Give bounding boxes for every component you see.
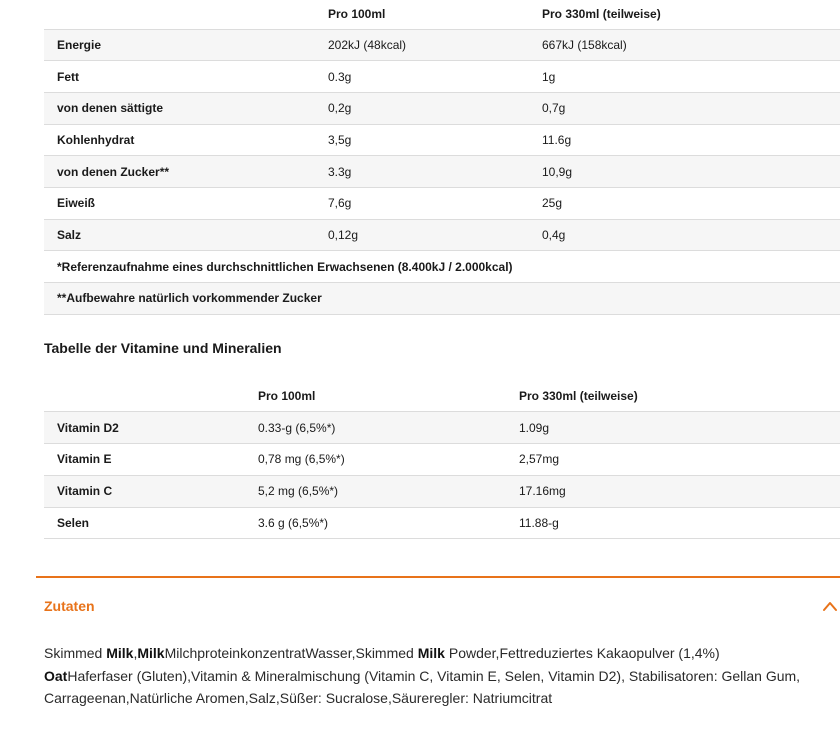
ingredient-segment: MilchproteinkonzentratWasser,Skimmed — [164, 645, 418, 661]
vitamins-header-per100: Pro 100ml — [258, 380, 519, 412]
vitamin-label: Vitamin E — [44, 444, 258, 476]
vitamins-header-row — [44, 380, 840, 412]
nutrient-per330: 1g — [542, 61, 840, 93]
nutrient-per330: 667kJ (158kcal) — [542, 29, 840, 61]
nutrient-label: Salz — [44, 219, 328, 251]
nutrient-per330: 25g — [542, 187, 840, 219]
nutrition-header-empty — [44, 0, 328, 29]
vitamin-label: Vitamin D2 — [44, 412, 258, 444]
nutrient-per330: 0,7g — [542, 92, 840, 124]
nutrition-note-row — [44, 283, 840, 315]
vitamin-per330: 11.88-g — [519, 507, 840, 539]
nutrient-per330: 0,4g — [542, 219, 840, 251]
ingredient-allergen: Oat — [44, 667, 68, 684]
nutrient-per100: 7,6g — [328, 187, 542, 219]
nutrition-table — [44, 0, 840, 315]
nutrient-label: Fett — [44, 61, 328, 93]
nutrition-row — [44, 156, 840, 188]
ingredient-segment: Powder,Fettreduziertes Kakaopulver (1,4%) — [444, 645, 720, 661]
vitamins-title: Tabelle der Vitamine und Mineralien — [44, 340, 282, 356]
vitamin-per100: 3.6 g (6,5%*) — [258, 507, 519, 539]
vitamins-header-per330: Pro 330ml (teilweise) — [519, 380, 840, 412]
nutrient-label: von denen sättigte — [44, 92, 328, 124]
nutrient-label: Eiweiß — [44, 187, 328, 219]
nutrition-header-per330: Pro 330ml (teilweise) — [542, 0, 840, 29]
vitamins-header-empty — [44, 380, 258, 412]
nutrient-label: Energie — [44, 29, 328, 61]
chevron-up-icon[interactable] — [822, 600, 838, 612]
section-divider — [36, 576, 840, 578]
nutrition-row — [44, 124, 840, 156]
vitamin-per330: 1.09g — [519, 412, 840, 444]
vitamin-label: Vitamin C — [44, 475, 258, 507]
reference-intake-note: *Referenzaufnahme eines durchschnittlichen Erwachsenen (8.400kJ / 2.000kcal) — [44, 251, 840, 283]
sugar-note: **Aufbewahre natürlich vorkommender Zucker — [44, 283, 840, 315]
nutrition-row — [44, 187, 840, 219]
nutrient-label: von denen Zucker** — [44, 156, 328, 188]
nutrition-header-per100: Pro 100ml — [328, 0, 542, 29]
zutaten-title: Zutaten — [44, 598, 95, 614]
nutrition-row — [44, 219, 840, 251]
vitamin-per330: 17.16mg — [519, 475, 840, 507]
zutaten-ingredients — [44, 642, 834, 710]
ingredient-segment: Skimmed — [44, 645, 107, 661]
nutrient-per330: 11.6g — [542, 124, 840, 156]
ingredient-allergen: Milk — [417, 645, 445, 661]
vitamin-row — [44, 444, 840, 476]
vitamin-per100: 0,78 mg (6,5%*) — [258, 444, 519, 476]
vitamin-per330: 2,57mg — [519, 444, 840, 476]
vitamin-row — [44, 475, 840, 507]
zutaten-accordion-header[interactable] — [44, 598, 840, 618]
nutrient-per100: 202kJ (48kcal) — [328, 29, 542, 61]
vitamins-table — [44, 380, 840, 539]
vitamin-label: Selen — [44, 507, 258, 539]
nutrient-per100: 0.3g — [328, 61, 542, 93]
vitamin-per100: 5,2 mg (6,5%*) — [258, 475, 519, 507]
nutrition-header-row — [44, 0, 840, 29]
vitamin-row — [44, 507, 840, 539]
vitamin-per100: 0.33-g (6,5%*) — [258, 412, 519, 444]
nutrient-per100: 3,5g — [328, 124, 542, 156]
nutrient-per100: 0,2g — [328, 92, 542, 124]
nutrient-per330: 10,9g — [542, 156, 840, 188]
nutrient-per100: 0,12g — [328, 219, 542, 251]
ingredient-segment: Haferfaser (Gluten),Vitamin & Mineralmischung (Vitamin C, Vitamin E, Selen, Vitamin D2), Stabilisatoren: Gellan Gum, Carrageenan,Natürliche Aromen,Salz,Süßer: Sucralose,Säureregler: Natriumcitrat — [44, 667, 801, 706]
nutrient-label: Kohlenhydrat — [44, 124, 328, 156]
nutrition-row — [44, 61, 840, 93]
nutrition-row — [44, 92, 840, 124]
vitamin-row — [44, 412, 840, 444]
ingredient-allergen: Milk — [137, 645, 165, 661]
nutrition-row — [44, 29, 840, 61]
nutrition-note-row — [44, 251, 840, 283]
ingredient-allergen: Milk — [106, 645, 134, 661]
ingredient-segment: , — [133, 645, 138, 661]
nutrient-per100: 3.3g — [328, 156, 542, 188]
